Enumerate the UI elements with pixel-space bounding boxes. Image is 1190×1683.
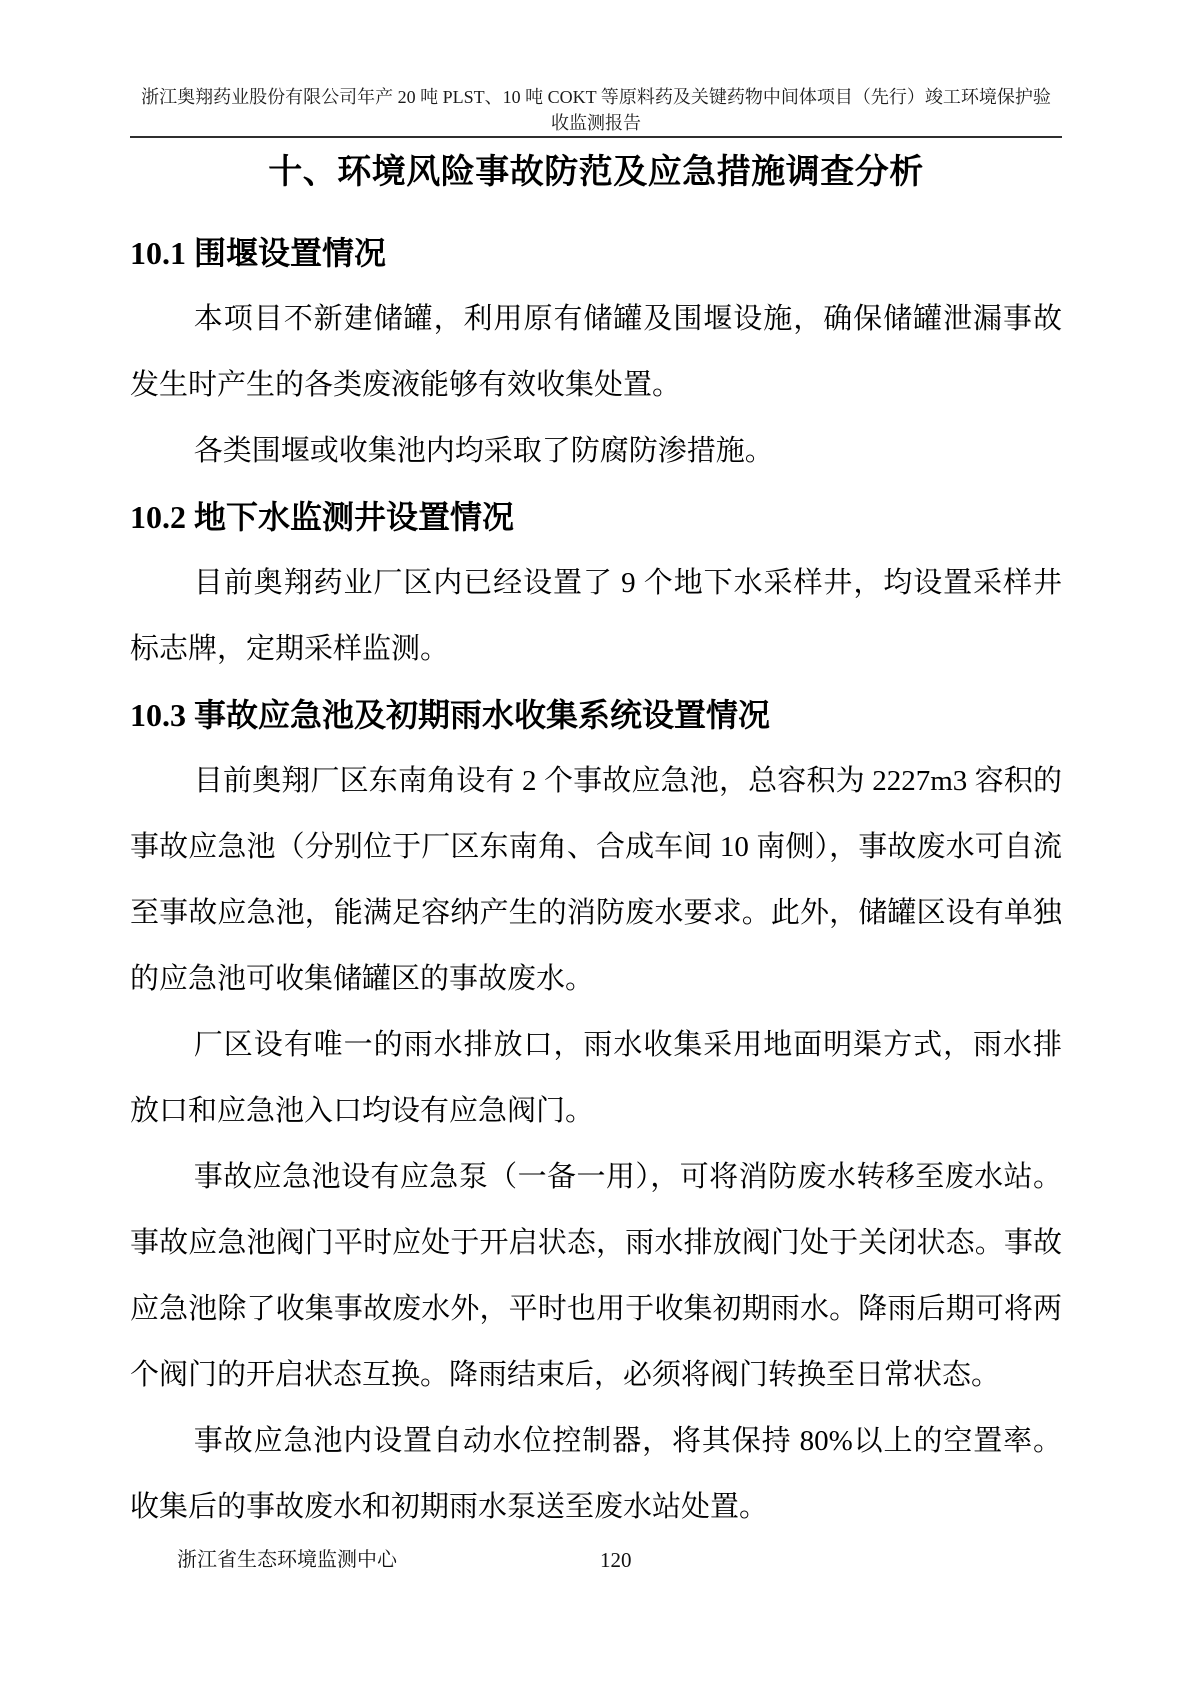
paragraph: 目前奥翔厂区东南角设有 2 个事故应急池，总容积为 2227m3 容积的事故应急池（分别位于厂区东南角、合成车间 10 南侧），事故废水可自流至事故应急池，能满足容纳产生的消防废水要求。此外，储罐区设有单独的应急池可收集储罐区的事故废水。 [130, 765, 1062, 995]
paragraph: 目前奥翔药业厂区内已经设置了 9 个地下水采样井，均设置采样井标志牌，定期采样监测。 [130, 567, 1062, 665]
header-title-line1: 浙江奥翔药业股份有限公司年产 20 吨 PLST、10 吨 COKT 等原料药及关键药物中间体项目（先行）竣工环境保护验 [141, 87, 1051, 107]
paragraph: 各类围堰或收集池内均采取了防腐防渗措施。 [193, 435, 774, 467]
header-title-line2: 收监测报告 [551, 113, 641, 133]
section-heading-10-3: 10.3 事故应急池及初期雨水收集系统设置情况 [130, 697, 771, 733]
section-heading-10-2: 10.2 地下水监测井设置情况 [130, 499, 515, 535]
footer-page-number: 120 [600, 1548, 632, 1572]
page-footer [0, 1545, 1190, 1575]
footer-organization: 浙江省生态环境监测中心 [177, 1549, 397, 1571]
document-body [0, 138, 1190, 1540]
paragraph: 事故应急池内设置自动水位控制器，将其保持 80%以上的空置率。收集后的事故废水和初期雨水泵送至废水站处置。 [130, 1425, 1062, 1523]
page-header [0, 0, 1190, 136]
chapter-title: 十、环境风险事故防范及应急措施调查分析 [268, 154, 924, 191]
paragraph: 本项目不新建储罐，利用原有储罐及围堰设施，确保储罐泄漏事故发生时产生的各类废液能够有效收集处置。 [130, 303, 1062, 401]
paragraph: 事故应急池设有应急泵（一备一用），可将消防废水转移至废水站。事故应急池阀门平时应处于开启状态，雨水排放阀门处于关闭状态。事故应急池除了收集事故废水外，平时也用于收集初期雨水。降雨后期可将两个阀门的开启状态互换。降雨结束后，必须将阀门转换至日常状态。 [130, 1161, 1062, 1391]
paragraph: 厂区设有唯一的雨水排放口，雨水收集采用地面明渠方式，雨水排放口和应急池入口均设有应急阀门。 [130, 1029, 1062, 1127]
section-heading-10-1: 10.1 围堰设置情况 [130, 235, 387, 271]
